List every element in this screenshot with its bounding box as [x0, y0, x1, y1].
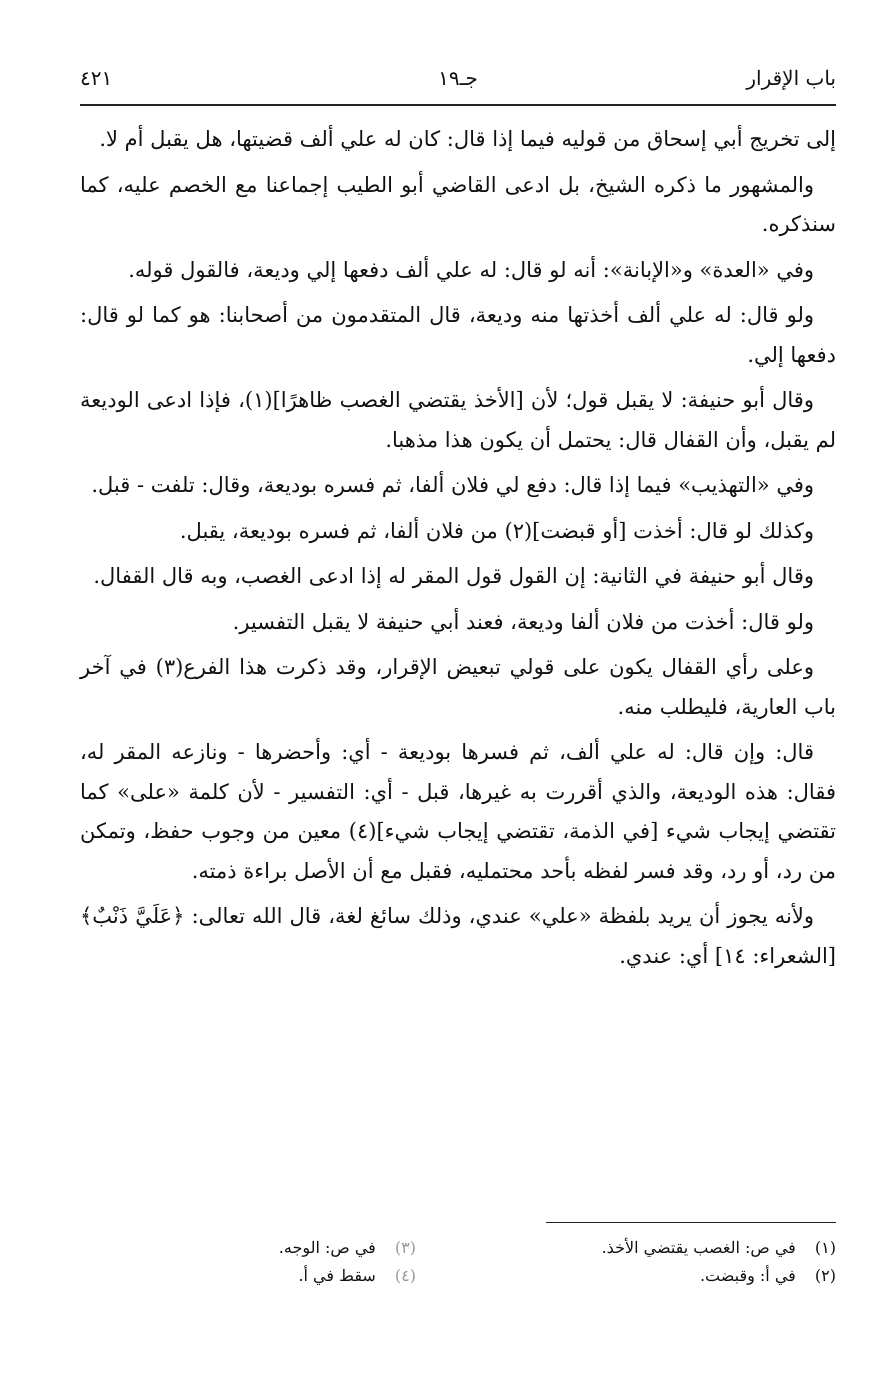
footnote-divider — [546, 1222, 836, 1223]
footnote-text: سقط في أ. — [298, 1266, 376, 1285]
footnote-number: (٤) — [394, 1266, 416, 1285]
paragraph: وعلى رأي القفال يكون على قولي تبعيض الإقرار، وقد ذكرت هذا الفرع(٣) في آخر باب العارية، فليطلب منه. — [80, 655, 836, 719]
footnote — [456, 1262, 836, 1290]
footnote-column — [136, 1234, 416, 1290]
footnote-number: (٢) — [814, 1266, 836, 1285]
page-number: ٤٢١ — [80, 66, 113, 90]
paragraph: ولو قال: له علي ألف أخذتها منه وديعة، قال المتقدمون من أصحابنا: هو كما لو قال: دفعها إلي. — [80, 303, 836, 367]
paragraph: ولأنه يجوز أن يريد بلفظة «علي» عندي، وذلك سائغ لغة، قال الله تعالى: ﴿عَلَيَّ ذَنْبٌ﴾ [الشعراء: ١٤] أي: عندي. — [80, 904, 836, 968]
paragraph: ولو قال: أخذت من فلان ألفا وديعة، فعند أبي حنيفة لا يقبل التفسير. — [232, 609, 814, 634]
paragraph: وفي «العدة» و«الإبانة»: أنه لو قال: له علي ألف دفعها إلي وديعة، فالقول قوله. — [128, 257, 814, 282]
main-text — [80, 120, 836, 982]
paragraph: والمشهور ما ذكره الشيخ، بل ادعى القاضي أبو الطيب إجماعنا مع الخصم عليه، كما سنذكره. — [80, 172, 836, 236]
footnote-text: في ص: الوجه. — [278, 1238, 376, 1257]
paragraph: إلى تخريج أبي إسحاق من قوليه فيما إذا قال: كان له علي ألف قضيتها، هل يقبل أم لا. — [99, 127, 836, 151]
paragraph: وقال أبو حنيفة: لا يقبل قول؛ لأن [الأخذ يقتضي الغصب ظاهرًا](١)، فإذا ادعى الوديعة لم يقبل، وأن القفال قال: يحتمل أن يكون هذا مذهبا. — [80, 388, 836, 452]
volume-number: جـ١٩ — [438, 66, 478, 90]
chapter-title: باب الإقرار — [746, 66, 836, 90]
paragraph: وكذلك لو قال: أخذت [أو قبضت](٢) من فلان ألفا، ثم فسره بوديعة، يقبل. — [179, 518, 814, 543]
paragraph: قال: وإن قال: له علي ألف، ثم فسرها بوديعة - أي: وأحضرها - ونازعه المقر له، فقال: هذه الوديعة، والذي أقررت به غيرها، قبل - أي: التفسير - لأن كلمة «على» كما تقتضي إيجاب شيء [في الذمة، تقتضي إيجاب شيء](٤) معين من وجوب حفظ، وتمكن من رد، أو رد، وقد فسر لفظه بأحد محتمليه، فقبل مع أن الأصل براءة ذمته. — [80, 740, 836, 883]
footnote-number: (٣) — [394, 1238, 416, 1257]
paragraph: وقال أبو حنيفة في الثانية: إن القول قول المقر له إذا ادعى الغصب، وبه قال القفال. — [93, 564, 814, 588]
footnote — [136, 1262, 416, 1290]
header-divider — [80, 104, 836, 106]
running-header — [80, 60, 836, 100]
footnote-column — [456, 1234, 836, 1290]
footnote — [456, 1234, 836, 1262]
footnote — [136, 1234, 416, 1262]
footnote-number: (١) — [814, 1238, 836, 1257]
paragraph: وفي «التهذيب» فيما إذا قال: دفع لي فلان ألفا، ثم فسره بوديعة، وقال: تلفت - قبل. — [91, 473, 814, 497]
footnote-text: في ص: الغصب يقتضي الأخذ. — [601, 1238, 796, 1257]
footnote-text: في أ: وقبضت. — [699, 1266, 796, 1285]
